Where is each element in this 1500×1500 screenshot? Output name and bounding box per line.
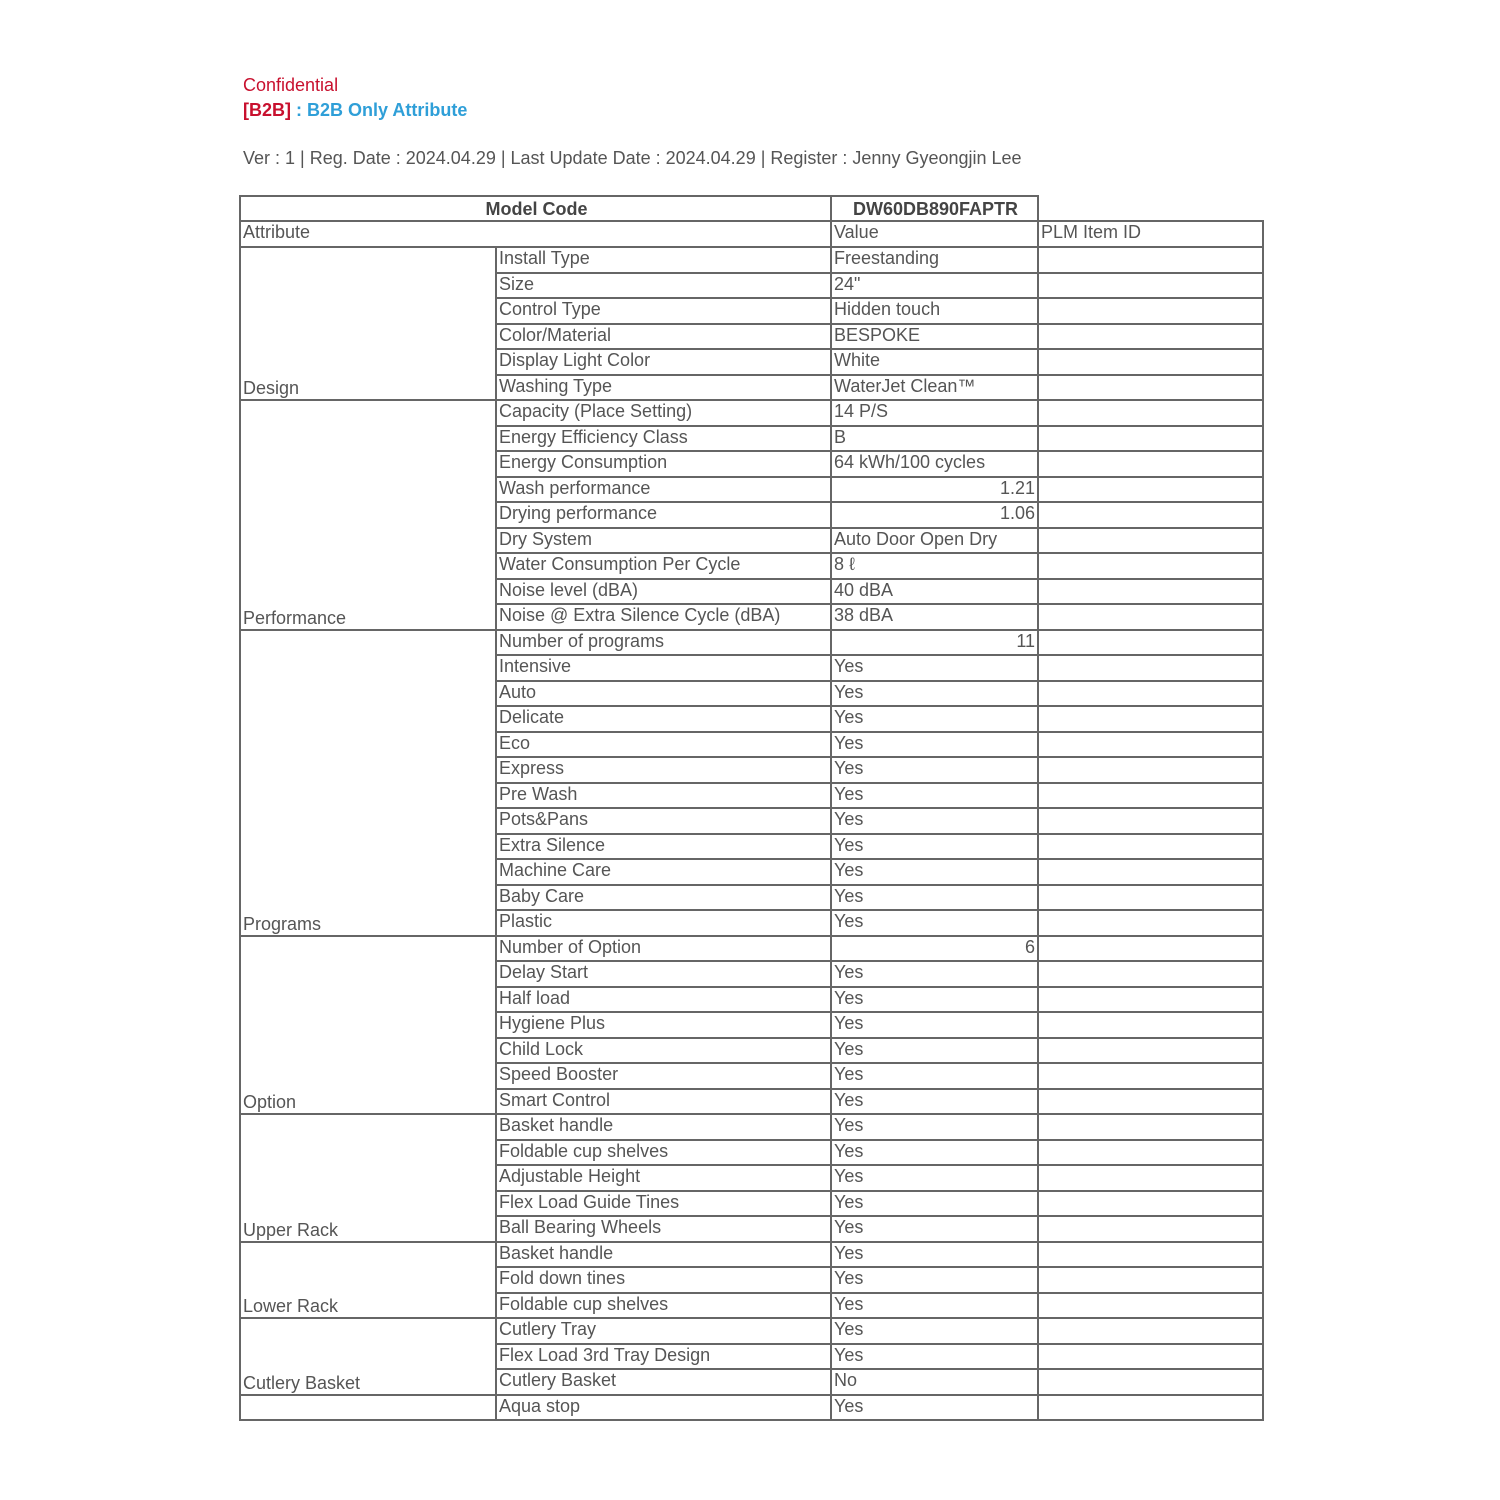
- value-cell: Yes: [830, 884, 1039, 912]
- value-cell: Yes: [830, 858, 1039, 886]
- value-cell: Yes: [830, 1317, 1039, 1345]
- value-cell: Yes: [830, 782, 1039, 810]
- value-cell: Yes: [830, 705, 1039, 733]
- plm-item-id-cell: [1037, 986, 1264, 1014]
- value-cell: Yes: [830, 731, 1039, 759]
- value-cell: Yes: [830, 1190, 1039, 1218]
- category-cell: Design: [239, 246, 497, 401]
- attribute-cell: Number of Option: [495, 935, 832, 963]
- attribute-cell: Flex Load 3rd Tray Design: [495, 1343, 832, 1371]
- attribute-cell: Energy Consumption: [495, 450, 832, 478]
- attribute-cell: Child Lock: [495, 1037, 832, 1065]
- plm-item-id-cell: [1037, 1037, 1264, 1065]
- plm-item-id-column-header: PLM Item ID: [1037, 220, 1264, 248]
- attribute-cell: Speed Booster: [495, 1062, 832, 1090]
- attribute-cell: Machine Care: [495, 858, 832, 886]
- value-cell: 40 dBA: [830, 578, 1039, 606]
- attribute-cell: Auto: [495, 680, 832, 708]
- plm-item-id-cell: [1037, 1139, 1264, 1167]
- value-cell: Yes: [830, 909, 1039, 937]
- value-cell: Hidden touch: [830, 297, 1039, 325]
- value-cell: Yes: [830, 1139, 1039, 1167]
- plm-item-id-cell: [1037, 807, 1264, 835]
- plm-item-id-cell: [1037, 654, 1264, 682]
- attribute-cell: Basket handle: [495, 1113, 832, 1141]
- plm-item-id-cell: [1037, 731, 1264, 759]
- value-cell: Yes: [830, 1394, 1039, 1422]
- attribute-cell: Dry System: [495, 527, 832, 555]
- category-cell: [239, 1394, 497, 1422]
- attribute-cell: Display Light Color: [495, 348, 832, 376]
- plm-item-id-cell: [1037, 476, 1264, 504]
- plm-item-id-cell: [1037, 246, 1264, 274]
- value-cell: Yes: [830, 680, 1039, 708]
- attribute-cell: Ball Bearing Wheels: [495, 1215, 832, 1243]
- value-cell: Yes: [830, 1088, 1039, 1116]
- attribute-cell: Cutlery Tray: [495, 1317, 832, 1345]
- attribute-cell: Fold down tines: [495, 1266, 832, 1294]
- plm-item-id-cell: [1037, 1241, 1264, 1269]
- attribute-cell: Delay Start: [495, 960, 832, 988]
- attribute-cell: Washing Type: [495, 374, 832, 402]
- value-cell: Yes: [830, 833, 1039, 861]
- attribute-cell: Smart Control: [495, 1088, 832, 1116]
- plm-item-id-cell: [1037, 501, 1264, 529]
- model-code-label: Model Code: [239, 195, 832, 222]
- category-cell: Performance: [239, 399, 497, 631]
- plm-item-id-cell: [1037, 1266, 1264, 1294]
- plm-item-id-cell: [1037, 756, 1264, 784]
- attribute-cell: Baby Care: [495, 884, 832, 912]
- value-cell: Yes: [830, 1241, 1039, 1269]
- plm-item-id-cell: [1037, 552, 1264, 580]
- plm-item-id-cell: [1037, 858, 1264, 886]
- confidential-label: Confidential: [243, 75, 339, 95]
- value-cell: Yes: [830, 960, 1039, 988]
- plm-item-id-cell: [1037, 272, 1264, 300]
- attribute-cell: Number of programs: [495, 629, 832, 657]
- attribute-cell: Color/Material: [495, 323, 832, 351]
- value-cell: Yes: [830, 1113, 1039, 1141]
- attribute-cell: Water Consumption Per Cycle: [495, 552, 832, 580]
- value-cell: B: [830, 425, 1039, 453]
- plm-item-id-cell: [1037, 1164, 1264, 1192]
- attribute-cell: Install Type: [495, 246, 832, 274]
- plm-item-id-cell: [1037, 603, 1264, 631]
- attribute-cell: Eco: [495, 731, 832, 759]
- value-cell: No: [830, 1368, 1039, 1396]
- plm-item-id-cell: [1037, 909, 1264, 937]
- attribute-cell: Hygiene Plus: [495, 1011, 832, 1039]
- attribute-cell: Extra Silence: [495, 833, 832, 861]
- plm-item-id-cell: [1037, 1113, 1264, 1141]
- plm-item-id-cell: [1037, 450, 1264, 478]
- plm-item-id-cell: [1037, 833, 1264, 861]
- value-cell: 6: [830, 935, 1039, 963]
- attribute-cell: Control Type: [495, 297, 832, 325]
- value-column-header: Value: [830, 220, 1039, 248]
- attribute-column-header: Attribute: [239, 220, 832, 248]
- plm-item-id-cell: [1037, 348, 1264, 376]
- attribute-cell: Size: [495, 272, 832, 300]
- value-cell: BESPOKE: [830, 323, 1039, 351]
- attribute-cell: Intensive: [495, 654, 832, 682]
- plm-item-id-cell: [1037, 425, 1264, 453]
- plm-item-id-cell: [1037, 578, 1264, 606]
- value-cell: Yes: [830, 1164, 1039, 1192]
- attribute-cell: Energy Efficiency Class: [495, 425, 832, 453]
- attribute-cell: Flex Load Guide Tines: [495, 1190, 832, 1218]
- document-meta: Ver : 1 | Reg. Date : 2024.04.29 | Last Update Date : 2024.04.29 | Register : Jenny Gyeongjin Lee: [243, 148, 1022, 168]
- plm-item-id-cell: [1037, 1368, 1264, 1396]
- plm-item-id-cell: [1037, 782, 1264, 810]
- plm-item-id-cell: [1037, 1292, 1264, 1320]
- b2b-tag: [B2B]: [243, 100, 291, 120]
- value-cell: Freestanding: [830, 246, 1039, 274]
- attribute-cell: Aqua stop: [495, 1394, 832, 1422]
- plm-item-id-cell: [1037, 374, 1264, 402]
- value-cell: 38 dBA: [830, 603, 1039, 631]
- attribute-cell: Noise @ Extra Silence Cycle (dBA): [495, 603, 832, 631]
- plm-item-id-cell: [1037, 1394, 1264, 1422]
- category-cell: Upper Rack: [239, 1113, 497, 1243]
- b2b-legend-text: : B2B Only Attribute: [291, 100, 468, 120]
- plm-item-id-cell: [1037, 1062, 1264, 1090]
- value-cell: Yes: [830, 1215, 1039, 1243]
- attribute-cell: Basket handle: [495, 1241, 832, 1269]
- attribute-cell: Pots&Pans: [495, 807, 832, 835]
- value-cell: Yes: [830, 807, 1039, 835]
- plm-item-id-cell: [1037, 884, 1264, 912]
- plm-item-id-cell: [1037, 705, 1264, 733]
- plm-item-id-cell: [1037, 1190, 1264, 1218]
- category-cell: Programs: [239, 629, 497, 937]
- value-cell: Yes: [830, 1292, 1039, 1320]
- plm-item-id-cell: [1037, 399, 1264, 427]
- plm-item-id-cell: [1037, 680, 1264, 708]
- plm-item-id-cell: [1037, 1343, 1264, 1371]
- value-cell: 11: [830, 629, 1039, 657]
- value-cell: Yes: [830, 1011, 1039, 1039]
- plm-item-id-cell: [1037, 629, 1264, 657]
- attribute-cell: Express: [495, 756, 832, 784]
- plm-item-id-cell: [1037, 1088, 1264, 1116]
- value-cell: 1.06: [830, 501, 1039, 529]
- value-cell: Yes: [830, 1266, 1039, 1294]
- value-cell: Yes: [830, 986, 1039, 1014]
- plm-item-id-cell: [1037, 1215, 1264, 1243]
- value-cell: Yes: [830, 756, 1039, 784]
- model-code-value: DW60DB890FAPTR: [830, 195, 1039, 222]
- value-cell: Yes: [830, 654, 1039, 682]
- attribute-cell: Cutlery Basket: [495, 1368, 832, 1396]
- value-cell: 14 P/S: [830, 399, 1039, 427]
- category-cell: Lower Rack: [239, 1241, 497, 1320]
- plm-item-id-cell: [1037, 935, 1264, 963]
- plm-item-id-cell: [1037, 960, 1264, 988]
- attribute-cell: Capacity (Place Setting): [495, 399, 832, 427]
- plm-item-id-cell: [1037, 1011, 1264, 1039]
- value-cell: 8 ℓ: [830, 552, 1039, 580]
- attribute-cell: Pre Wash: [495, 782, 832, 810]
- category-cell: Cutlery Basket: [239, 1317, 497, 1396]
- value-cell: Yes: [830, 1037, 1039, 1065]
- attribute-cell: Plastic: [495, 909, 832, 937]
- value-cell: WaterJet Clean™: [830, 374, 1039, 402]
- value-cell: Yes: [830, 1062, 1039, 1090]
- attribute-cell: Noise level (dBA): [495, 578, 832, 606]
- value-cell: Yes: [830, 1343, 1039, 1371]
- attribute-cell: Foldable cup shelves: [495, 1292, 832, 1320]
- plm-item-id-cell: [1037, 323, 1264, 351]
- value-cell: 1.21: [830, 476, 1039, 504]
- value-cell: Auto Door Open Dry: [830, 527, 1039, 555]
- attribute-cell: Wash performance: [495, 476, 832, 504]
- attribute-cell: Half load: [495, 986, 832, 1014]
- attribute-cell: Delicate: [495, 705, 832, 733]
- attribute-cell: Adjustable Height: [495, 1164, 832, 1192]
- value-cell: 24": [830, 272, 1039, 300]
- value-cell: 64 kWh/100 cycles: [830, 450, 1039, 478]
- attribute-cell: Drying performance: [495, 501, 832, 529]
- value-cell: White: [830, 348, 1039, 376]
- plm-item-id-cell: [1037, 527, 1264, 555]
- plm-item-id-cell: [1037, 1317, 1264, 1345]
- plm-item-id-cell: [1037, 297, 1264, 325]
- attribute-cell: Foldable cup shelves: [495, 1139, 832, 1167]
- category-cell: Option: [239, 935, 497, 1116]
